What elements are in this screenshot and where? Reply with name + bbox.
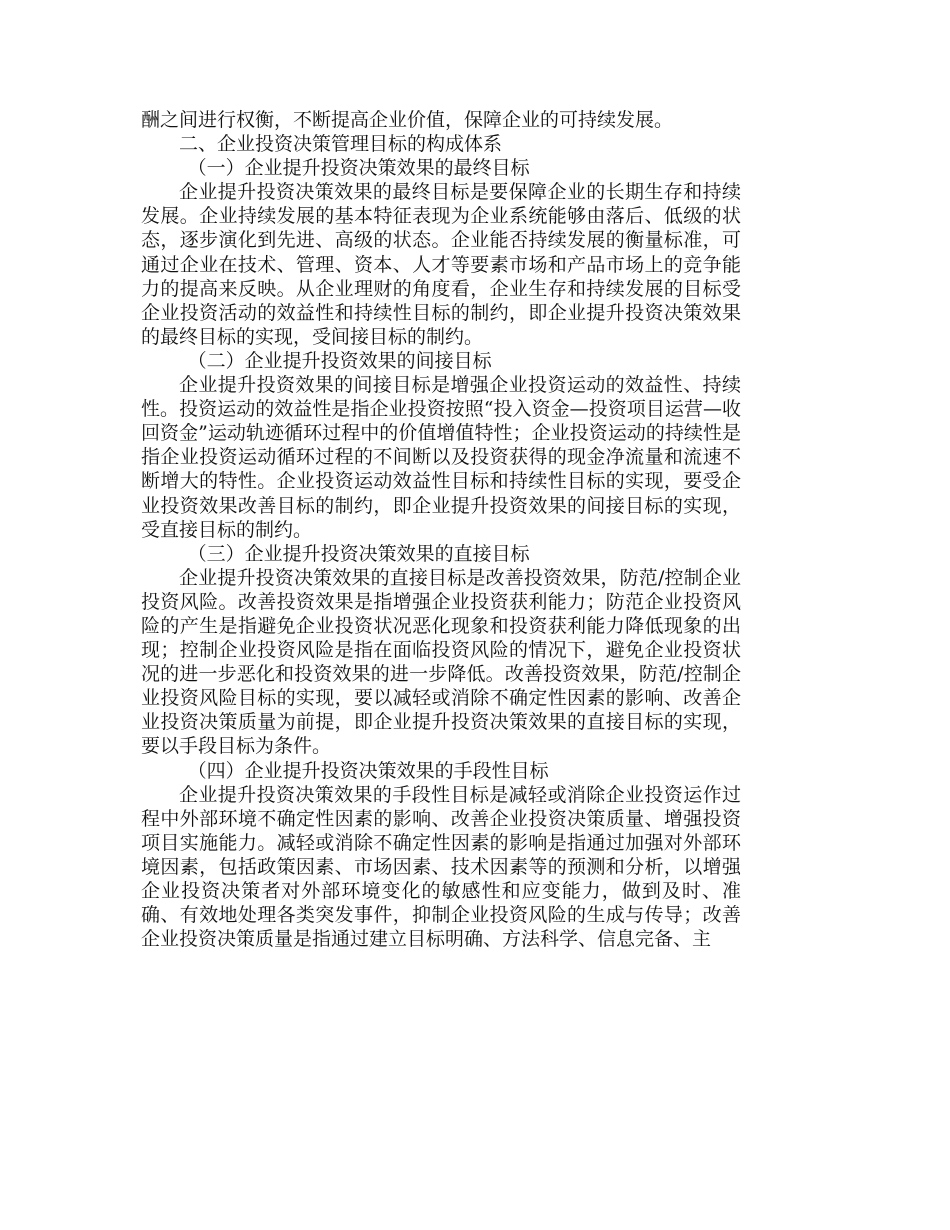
subsection-heading-4: （四）企业提升投资决策效果的手段性目标 — [187, 759, 549, 782]
body-paragraph-1: 企业提升投资决策效果的最终目标是要保障企业的长期生存和持续发展。企业持续发展的基本特征表现为企业系统能够由落后、低级的状态，逐步演化到先进、高级的状态。企业能否持续发展的衡量标准，可通过企业在技术、管理、资本、人才等要素市场和产品市场上的竞争能力的提高来反映。从企业理财的角度看，企业生存和持续发展的目标受企业投资活动的效益性和持续性目标的制约，即企业提升投资决策效果的最终目标的实现，受间接目标的制约。 — [141, 181, 741, 348]
document-page — [141, 108, 741, 951]
section-heading: 二、企业投资决策管理目标的构成体系 — [179, 133, 503, 156]
subsection-heading-3: （三）企业提升投资决策效果的直接目标 — [187, 542, 530, 565]
subsection-heading-2: （二）企业提升投资效果的间接目标 — [187, 349, 492, 372]
body-paragraph-2: 企业提升投资效果的间接目标是增强企业投资运动的效益性、持续性。投资运动的效益性是指企业投资按照“投入资金—投资项目运营—收回资金”运动轨迹循环过程中的价值增值特性；企业投资运动的持续性是指企业投资运动循环过程的不间断以及投资获得的现金净流量和流速不断增大的特性。企业投资运动效益性目标和持续性目标的实现，要受企业投资效果改善目标的制约，即企业提升投资效果的间接目标的实现，受直接目标的制约。 — [141, 374, 741, 541]
paragraph-continuation: 酬之间进行权衡，不断提高企业价值，保障企业的可持续发展。 — [141, 109, 674, 131]
subsection-heading-1: （一）企业提升投资决策效果的最终目标 — [187, 157, 530, 180]
body-paragraph-3: 企业提升投资决策效果的直接目标是改善投资效果，防范/控制企业投资风险。改善投资效果是指增强企业投资获利能力；防范企业投资风险的产生是指避免企业投资状况恶化现象和投资获利能力降低现象的出现；控制企业投资风险是指在面临投资风险的情况下，避免企业投资状况的进一步恶化和投资效果的进一步降低。改善投资效果，防范/控制企业投资风险目标的实现，要以减轻或消除不确定性因素的影响、改善企业投资决策质量为前提，即企业提升投资决策效果的直接目标的实现，要以手段目标为条件。 — [141, 566, 741, 758]
body-paragraph-4: 企业提升投资决策效果的手段性目标是减轻或消除企业投资运作过程中外部环境不确定性因素的影响、改善企业投资决策质量、增强投资项目实施能力。减轻或消除不确定性因素的影响是指通过加强对外部环境因素，包括政策因素、市场因素、技术因素等的预测和分析，以增强企业投资决策者对外部环境变化的敏感性和应变能力，做到及时、准确、有效地处理各类突发事件，抑制企业投资风险的生成与传导；改善企业投资决策质量是指通过建立目标明确、方法科学、信息完备、主 — [141, 783, 741, 951]
